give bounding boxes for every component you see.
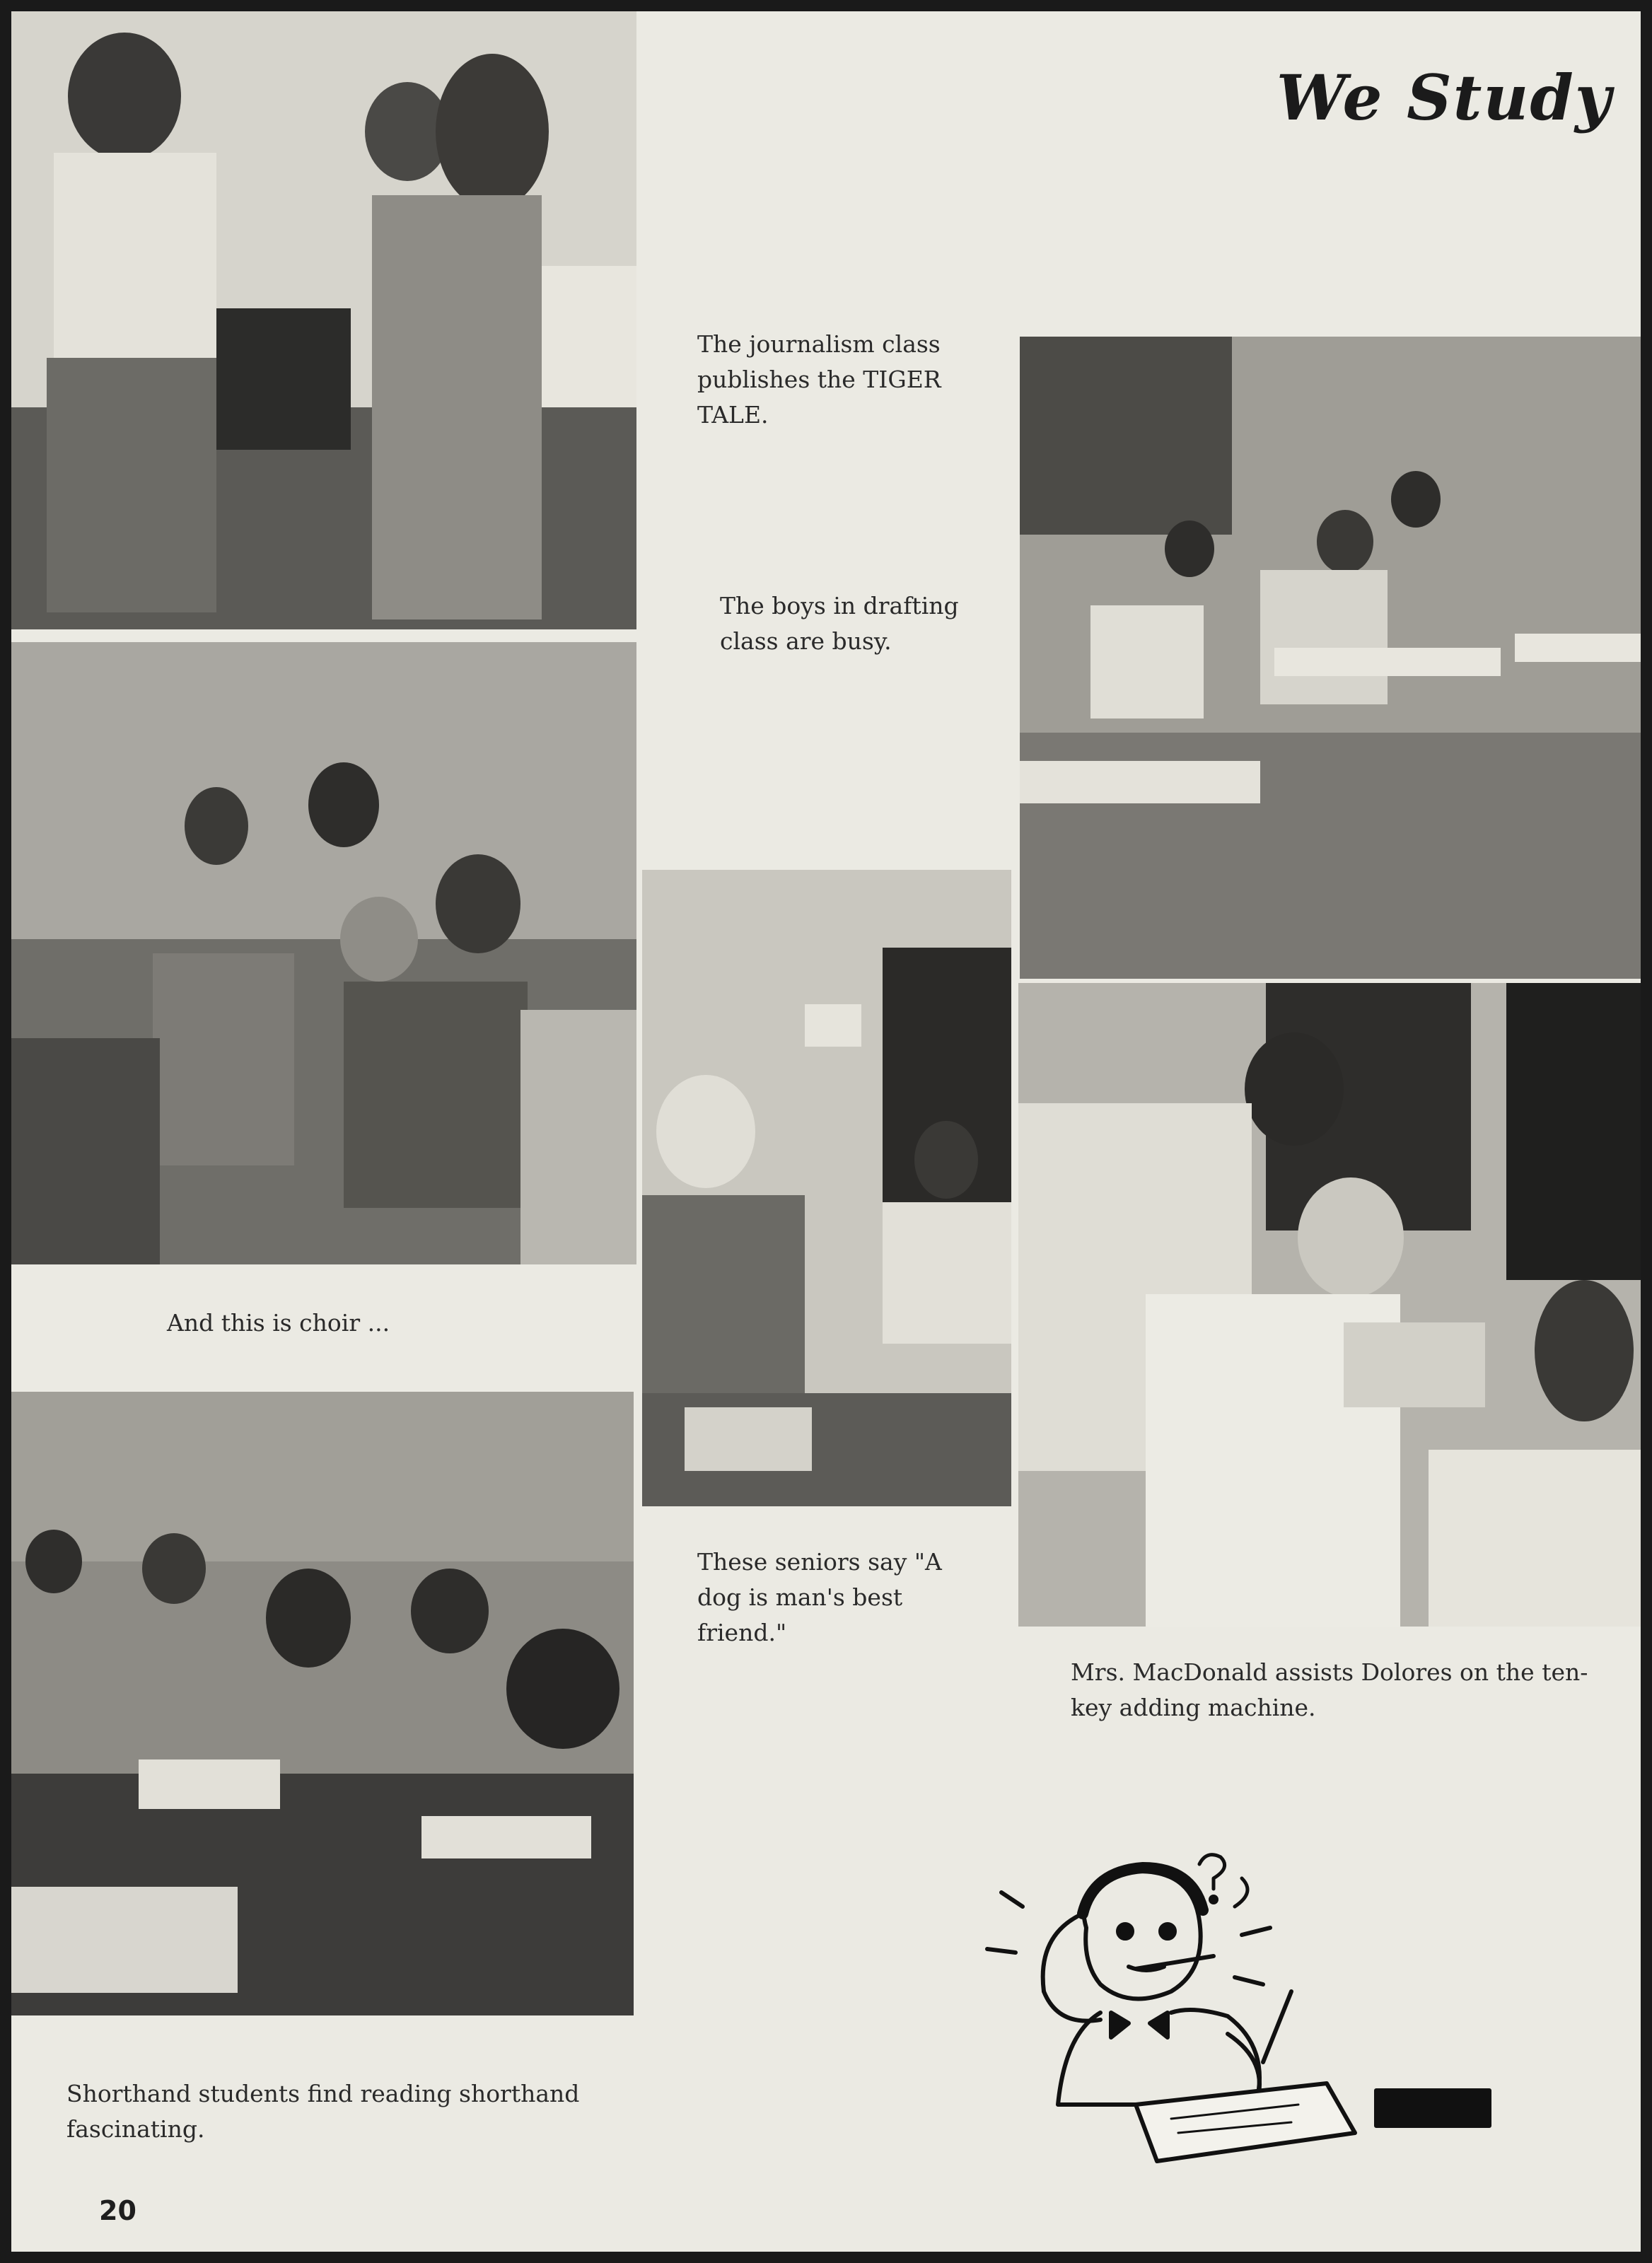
page-title: We Study bbox=[1276, 61, 1612, 134]
shorthand-caption: Shorthand students find reading shorthand fascinating. bbox=[66, 2080, 580, 2143]
drafting-caption: The boys in drafting class are busy. bbox=[720, 592, 959, 655]
drafting-photo bbox=[1020, 337, 1641, 979]
seniors-photo bbox=[642, 870, 1011, 1506]
page-number: 20 bbox=[99, 2195, 136, 2226]
adding-machine-caption: Mrs. MacDonald assists Dolores on the ten- key adding machine. bbox=[1071, 1658, 1588, 1721]
journalism-photo bbox=[11, 11, 636, 629]
yearbook-page bbox=[11, 11, 1641, 2252]
journalism-caption: The journalism class publishes the TIGER TALE. bbox=[697, 330, 941, 429]
confused-student-cartoon bbox=[959, 1850, 1511, 2175]
adding-machine-photo bbox=[1018, 983, 1641, 1627]
shorthand-photo bbox=[11, 1392, 634, 2015]
choir-caption: And this is choir ... bbox=[167, 1309, 390, 1337]
seniors-caption: These seniors say "A dog is man's best friend." bbox=[697, 1548, 942, 1646]
choir-photo bbox=[11, 642, 636, 1264]
